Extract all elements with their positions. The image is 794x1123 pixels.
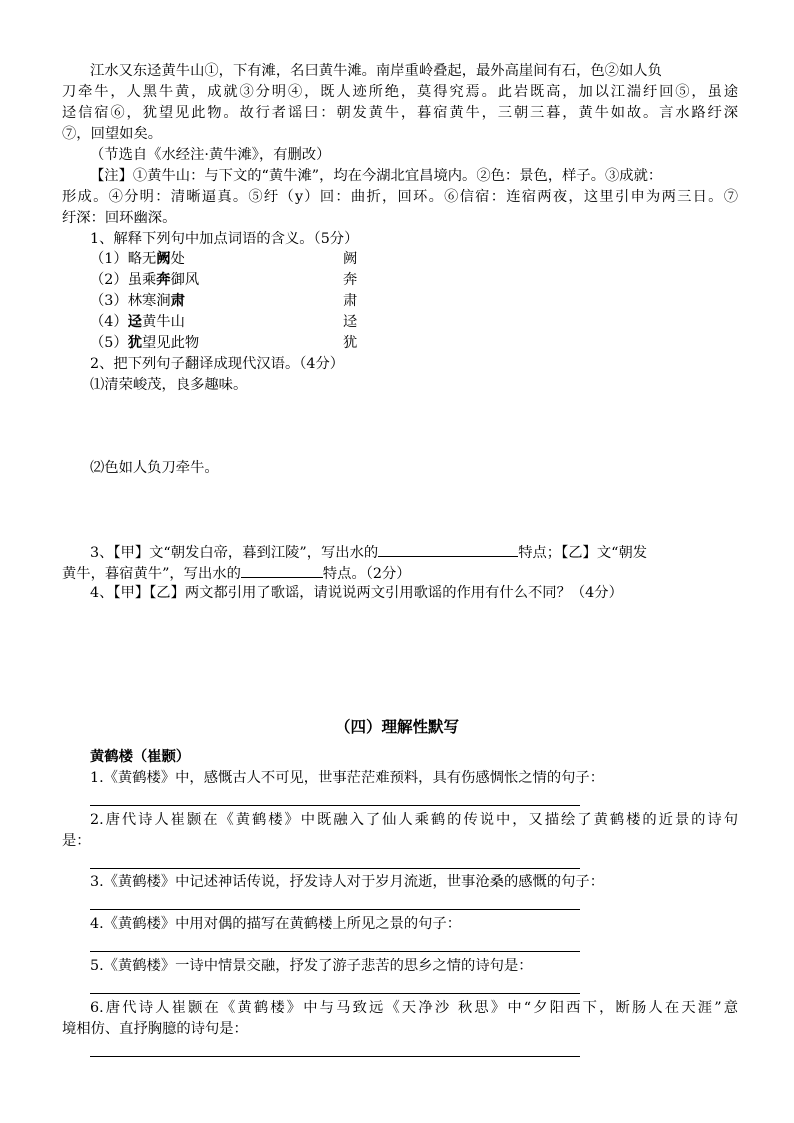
vocab-item [90,249,766,270]
question-4: 4、【甲】【乙】两文都引用了歌谣，请说说两文引用歌谣的作用有什么不同？（4分） [90,585,623,601]
vocab-item [90,291,766,312]
section-title: （四）理解性默写 [334,717,459,736]
recitation-item-3: 3.《黄鹤楼》中记述神话传说，抒发诗人对于岁月流逝，世事沧桑的感慨的句子： [90,874,605,890]
poem-title: 黄鹤楼（崔颢） [90,749,191,765]
passage-source: （节选自《水经注·黄牛滩》，有删改） [90,147,331,163]
recitation-item-1: 1.《黄鹤楼》中，感慨古人不可见，世事茫茫难预料，具有伤感惆怅之情的句子： [90,770,605,786]
answer-line[interactable] [90,805,580,806]
annotation-line: 纡深：回环幽深。 [62,210,177,226]
vocab-item-prefix: （2）虽乘 [90,272,157,288]
answer-blank[interactable] [241,562,323,578]
answer-line[interactable] [90,1056,580,1057]
recitation-item-5: 5.《黄鹤楼》一诗中情景交融，抒发了游子悲苦的思乡之情的诗句是： [90,958,533,974]
answer-line[interactable] [90,868,580,869]
passage-line: 刀牵牛，人黑牛黄，成就③分明④，既人迹所绝，莫得究焉。此岩既高，加以江湍纡回⑤，虽途 [62,84,738,100]
annotation-line: 【注】①黄牛山：与下文的“黄牛滩”，均在今湖北宜昌境内。②色：景色，样子。③成就： [90,168,663,184]
translate-sentence-1: ⑴清荣峻茂，良多趣味。 [90,377,248,393]
vocab-answer-word: 迳 [343,314,358,330]
question-1: 1、解释下列句中加点词语的含义。（5分） [90,231,359,247]
vocab-item [90,312,766,333]
question-3-text: 黄牛，暮宿黄牛”，写出水的 [62,566,241,582]
vocab-dotted-word: 迳 [127,314,142,330]
vocab-dotted-word: 奔 [156,272,171,288]
vocab-answer-word: 犹 [343,335,358,351]
recitation-item-6: 6.唐代诗人崔颢在《黄鹤楼》中与马致远《天净沙 秋思》中“夕阳西下，断肠人在天涯”意 [90,1000,738,1016]
passage-line: 迳信宿⑥，犹望见此物。故行者谣曰：朝发黄牛，暮宿黄牛，三朝三暮，黄牛如故。言水路纡深 [62,105,738,121]
answer-line[interactable] [90,993,580,994]
vocab-item-suffix: 黄牛山 [142,314,185,330]
vocab-dotted-word: 阙 [156,251,171,267]
vocab-item [90,270,766,291]
annotation-line: 形成。④分明：清晰逼真。⑤纡（y）回：曲折，回环。⑥信宿：连宿两夜，这里引申为两三日。⑦ [62,189,738,205]
recitation-item-4: 4.《黄鹤楼》中用对偶的描写在黄鹤楼上所见之景的句子： [90,916,462,932]
answer-line[interactable] [90,909,580,910]
recitation-item-6-cont: 境相仿、直抒胸臆的诗句是： [62,1021,248,1037]
answer-line[interactable] [90,951,580,952]
vocab-dotted-word: 犹 [127,335,142,351]
question-2: 2、把下列句子翻译成现代汉语。（4分） [90,356,345,372]
vocab-answer-word: 奔 [343,272,358,288]
question-3-text: 3、【甲】文“朝发白帝，暮到江陵”，写出水的 [90,545,379,561]
passage-line: 江水又东迳黄牛山①，下有滩，名曰黄牛滩。南岸重岭叠起，最外高崖间有石，色②如人负 [90,63,662,79]
vocab-item-prefix: （3）林寒涧 [90,293,171,309]
question-3-line-2 [62,562,738,585]
question-3-line-1 [90,541,738,564]
vocab-dotted-word: 肃 [170,293,185,309]
passage-line: ⑦，回望如矣。 [62,126,163,142]
vocab-item-suffix: 处 [170,251,185,267]
vocab-item-prefix: （1）略无 [90,251,157,267]
vocab-item-suffix: 望见此物 [142,335,200,351]
vocab-item-prefix: （5） [90,335,128,351]
recitation-item-2-cont: 是： [62,833,91,849]
vocab-item-suffix: 御风 [170,272,200,288]
question-3-text: 特点。（2分） [322,566,411,582]
vocab-answer-word: 阙 [343,251,358,267]
vocab-item [90,333,766,354]
answer-blank[interactable] [378,541,518,557]
vocab-answer-word: 肃 [343,293,358,309]
recitation-item-2: 2.唐代诗人崔颢在《黄鹤楼》中既融入了仙人乘鹤的传说中，又描绘了黄鹤楼的近景的诗句 [90,812,738,828]
vocab-item-prefix: （4） [90,314,128,330]
question-3-text: 特点；【乙】文“朝发 [518,545,648,561]
translate-sentence-2: ⑵色如人负刀牵牛。 [90,460,219,476]
